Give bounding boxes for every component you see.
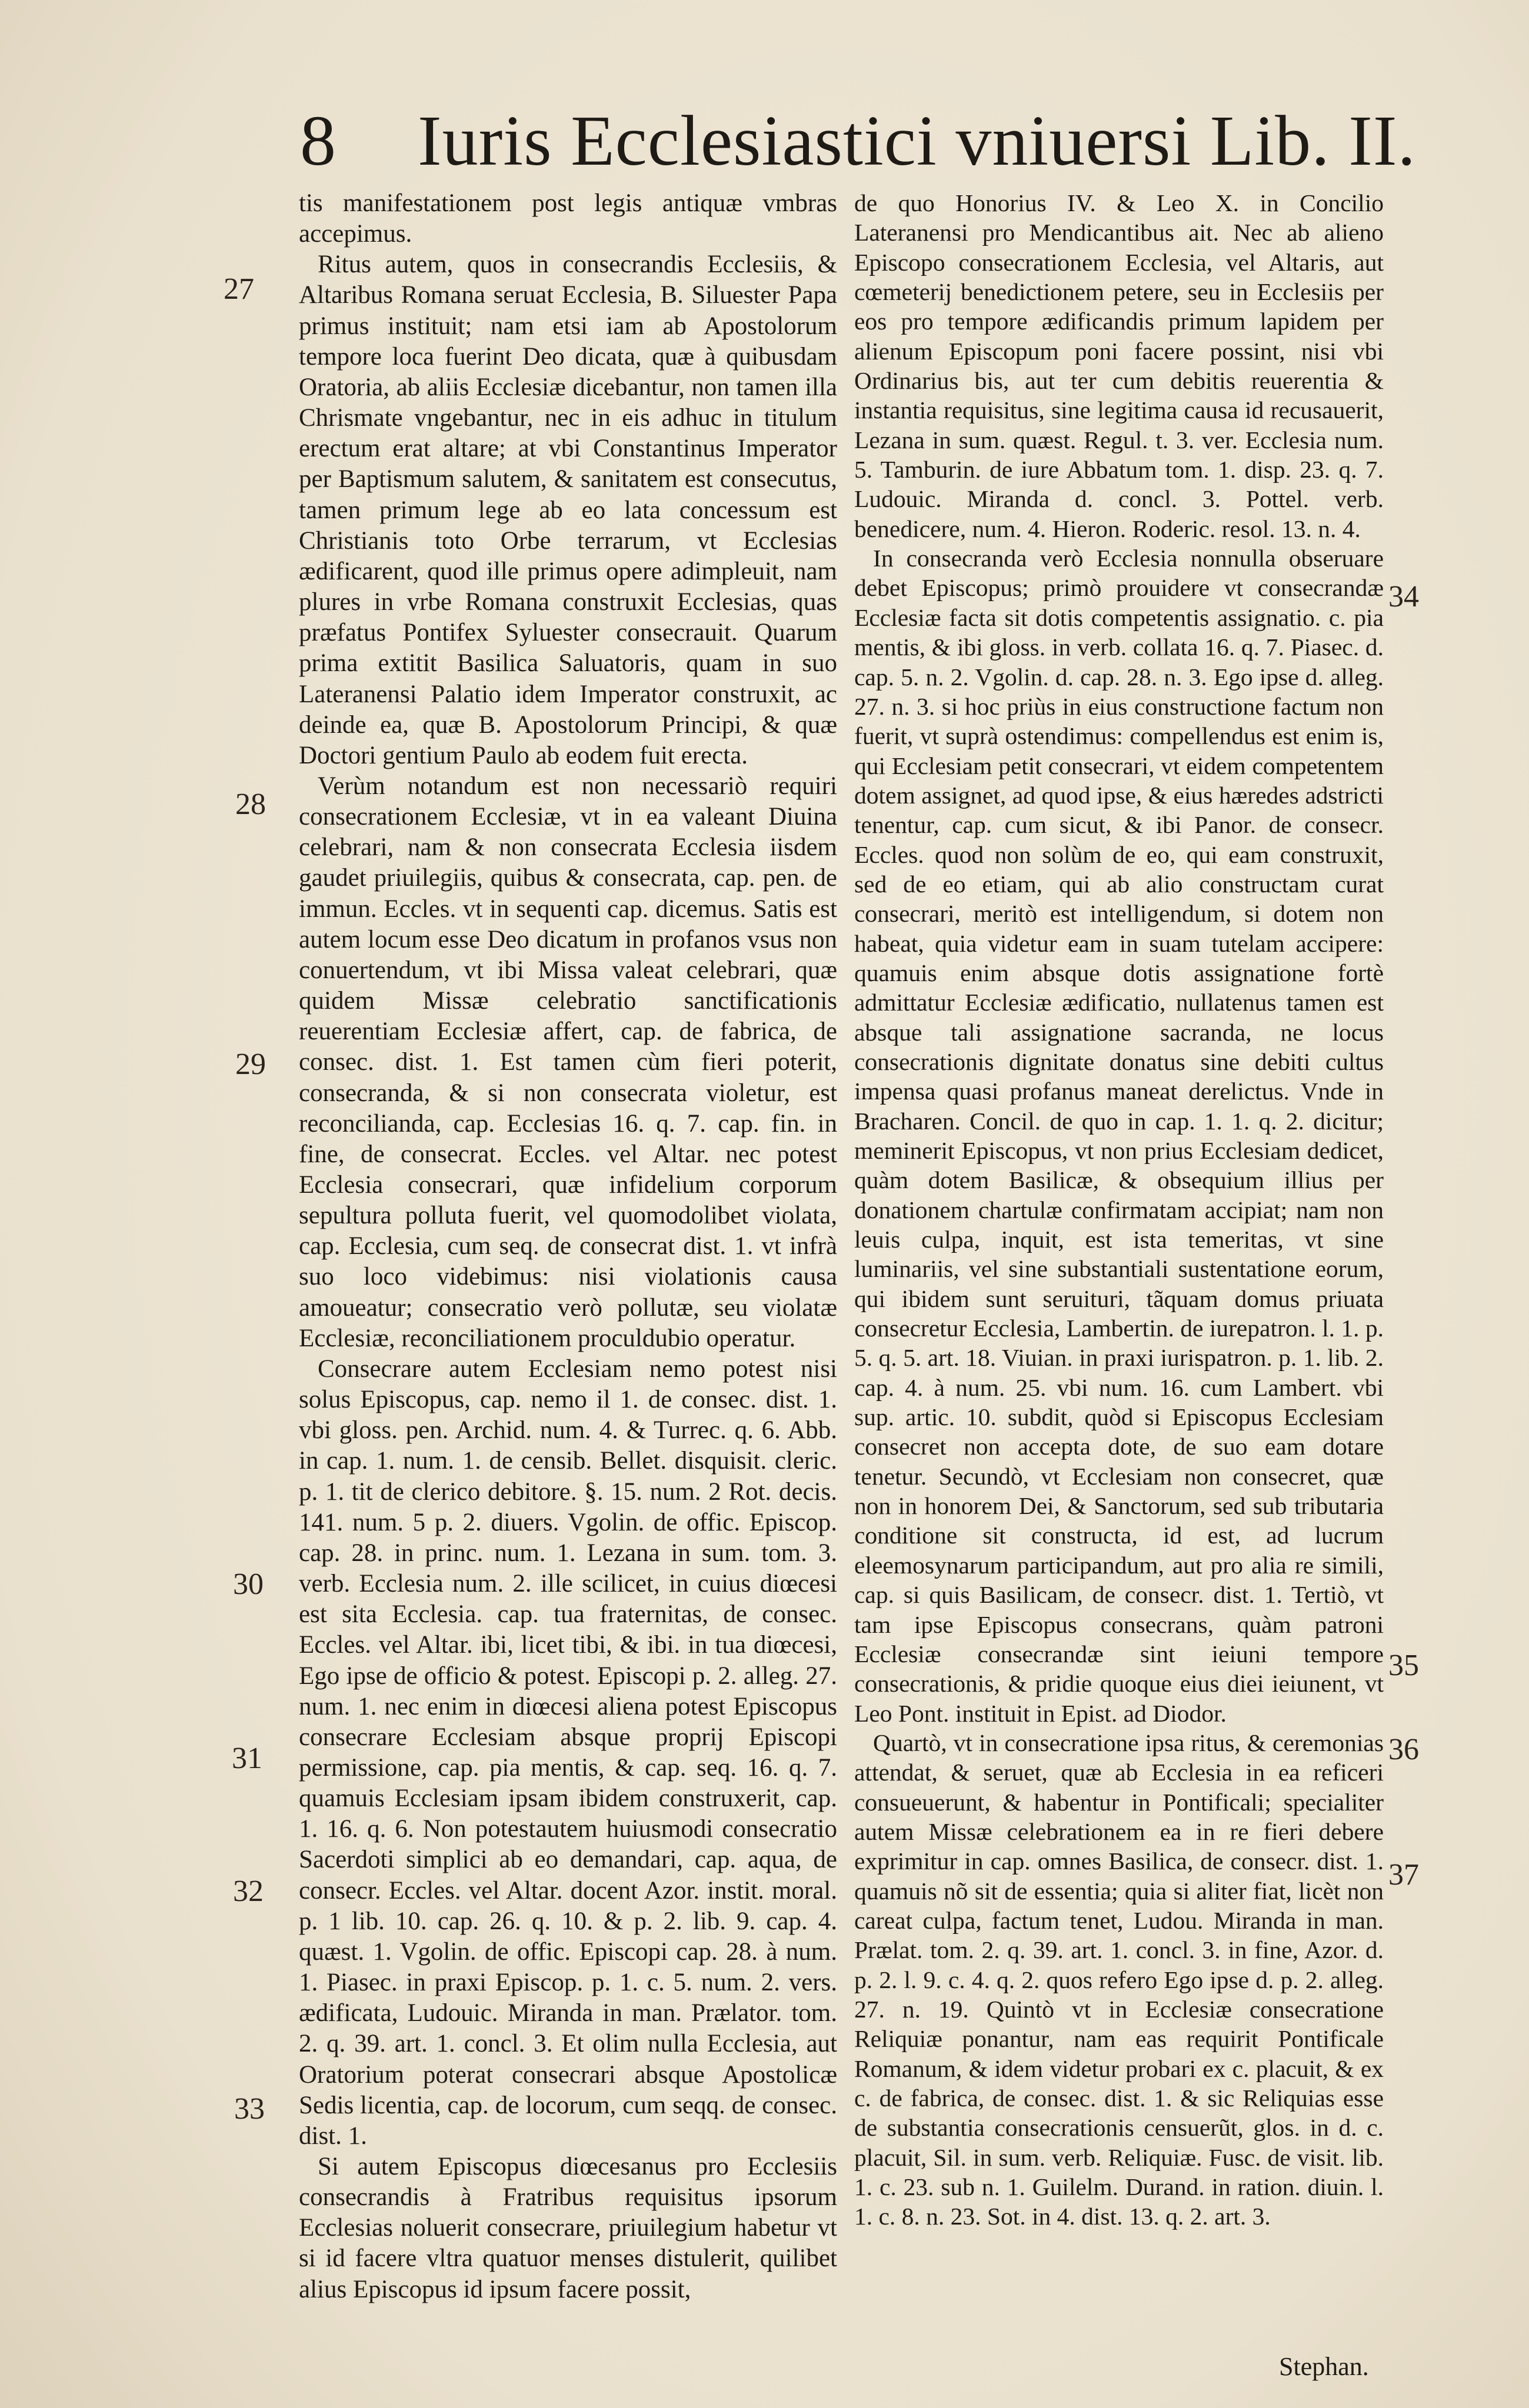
paragraph: Ritus autem, quos in consecrandis Ecclesiis, & Altaribus Romana seruat Ecclesia, B. Siluester Papa primus instituit; nam etsi iam ab Apostolorum tempore loca fuerint Deo dicata, quæ à quibusdam Oratoria, ab aliis Ecclesiæ dicebantur, non tamen illa Chrismate vngebantur, nec in eis adhuc in titulum erectum erat altare; at vbi Constantinus Imperator per Baptismum salutem, & sanitatem est consecutus, tamen primum lege ab eo lata concessum est Christianis toto Orbe terrarum, vt Ecclesias ædificarent, quod ille primus opere adimpleuit, nam plures in vrbe Romana construxit Ecclesias, quas præfatus Pontifex Syluester consecrauit. Quarum prima extitit Basilica Saluatoris, quam in suo Lateranensi Palatio idem Imperator construxit, ac deinde ea, quæ B. Apostolorum Principi, & quæ Doctori gentium Paulo ab eodem fuit erecta. [299, 251, 837, 769]
margin-number: 37 [1388, 1858, 1419, 1892]
margin-number: 33 [234, 2092, 265, 2126]
margin-number: 27 [224, 272, 254, 306]
margin-number: 28 [235, 788, 266, 821]
margin-number: 34 [1388, 580, 1419, 613]
page-header [300, 100, 1477, 182]
paragraph: de quo Honorius IV. & Leo X. in Concilio Lateranensi pro Mendicantibus ait. Nec ab alieno Episcopo consecrationem Ecclesia, vel Altaris, aut cœmeterij benedictionem petere, seu in Ecclesiis per eos pro tempore ædificandis primum lapidem per alienum Episcopum poni facere possint, nisi vbi Ordinarius bis, aut ter cum debitis reuerentia & instantia requisitus, sine legitima causa id recusauerit, Lezana in sum. quæst. Regul. t. 3. ver. Ecclesia num. 5. Tamburin. de iure Abbatum tom. 1. disp. 23. q. 7. Ludouic. Miranda d. concl. 3. Pottel. verb. benedicere, num. 4. Hieron. Roderic. resol. 13. n. 4. [854, 189, 1384, 542]
paragraph: Si autem Episcopus diœcesanus pro Ecclesiis consecrandis à Fratribus requisitus ipsorum Ecclesias noluerit consecrare, priuilegium habetur vt si id facere vltra quatuor menses distulerit, quilibet alius Episcopus id ipsum facere possit, [299, 2153, 837, 2303]
margin-number: 35 [1388, 1649, 1419, 1682]
margin-number: 29 [235, 1048, 266, 1081]
margin-number: 36 [1388, 1733, 1419, 1766]
paragraph: In consecranda verò Ecclesia nonnulla obseruare debet Episcopus; primò prouidere vt consecrandæ Ecclesiæ facta sit dotis competentis assignatio. c. pia mentis, & ibi gloss. in verb. collata 16. q. 7. Piasec. d. cap. 5. n. 2. Vgolin. d. cap. 28. n. 3. Ego ipse d. alleg. 27. n. 3. si hoc priùs in eius constructione factum non fuerit, vt suprà ostendimus: compellendus est enim is, qui Ecclesiam petit consecrari, vt eidem competentem dotem assignet, ad quod ipse, & eius hæredes adstricti tenentur, cap. cum sicut, & ibi Panor. de consecr. Eccles. quod non solùm de eo, qui eam construxit, sed de eo etiam, qui ab alio constructam curat consecrari, meritò est intelligendum, si dotem non habeat, quia videtur eam in suam tutelam accipere: quamuis enim absque dotis assignatione fortè admittatur Ecclesiæ ædificatio, nullatenus tamen est absque tali assignatione sacranda, ne locus consecrationis dignitate donatus sine debiti cultus impensa quasi profanus maneat derelictus. Vnde in Bracharen. Concil. de quo in cap. 1. 1. q. 2. dicitur; meminerit Episcopus, vt non prius Ecclesiam dedicet, quàm dotem Basilicæ, & obsequium illius per donationem chartulæ confirmatam accipiat; nam non leuis culpa, inquit, est ista temeritas, vt sine luminariis, vel sine substantiali sustentatione eorum, qui ibidem sunt seruituri, tãquam domus priuata consecretur Ecclesia, Lambertin. de iurepatron. l. 1. p. 5. q. 5. art. 18. Viuian. in praxi iurispatron. p. 1. lib. 2. cap. 4. à num. 25. vbi num. 16. cum Lambert. vbi sup. artic. 10. subdit, quòd si Episcopus Ecclesiam consecret non accepta dote, de suo eam dotare tenetur. Secundò, vt Ecclesiam non consecret, quæ non in honorem Dei, & Sanctorum, sed sub tributaria conditione sit constructa, id est, ad lucrum eleemosynarum participandum, aut pro alia re simili, cap. si quis Basilicam, de consecr. dist. 1. Tertiò, vt tam ipse Episcopus consecrans, quàm patroni Ecclesiæ consecrandæ sint ieiuni tempore consecrationis, & pridie quoque eius diei ieiunent, vt Leo Pont. instituit in Epist. ad Diodor. [854, 545, 1384, 1727]
margin-number: 30 [233, 1567, 264, 1601]
left-column [299, 188, 837, 2305]
margin-number: 32 [233, 1875, 264, 1908]
paragraph: Consecrare autem Ecclesiam nemo potest nisi solus Episcopus, cap. nemo il 1. de consec. dist. 1. vbi gloss. pen. Archid. num. 4. & Turrec. q. 6. Abb. in cap. 1. num. 1. de censib. Bellet. disquisit. cleric. p. 1. tit de clerico debitore. §. 15. num. 2 Rot. decis. 141. num. 5 p. 2. diuers. Vgolin. de offic. Episcop. cap. 28. in princ. num. 1. Lezana in sum. tom. 3. verb. Ecclesia num. 2. ille scilicet, in cuius diœcesi est sita Ecclesia. cap. tua fraternitas, de consec. Eccles. vel Altar. ibi, licet tibi, & ibi. in tua diœcesi, Ego ipse de officio & potest. Episcopi p. 2. alleg. 27. num. 1. nec enim in diœcesi aliena potest Episcopus consecrare Ecclesiam absque proprij Episcopi permissione, cap. pia mentis, & cap. seq. 16. q. 7. quamuis Ecclesiam ipsam ibidem construxerit, cap. 1. 16. q. 6. Non potestautem huiusmodi consecratio Sacerdoti simplici ab eo demandari, cap. aqua, de consecr. Eccles. vel Altar. docent Azor. instit. moral. p. 1 lib. 10. cap. 26. q. 10. & p. 2. lib. 9. cap. 4. quæst. 1. Vgolin. de offic. Episcopi cap. 28. à num. 1. Piasec. in praxi Episcop. p. 1. c. 5. num. 2. vers. ædificata, Ludouic. Miranda in man. Prælator. tom. 2. q. 39. art. 1. concl. 3. Et olim nulla Ecclesia, aut Oratorium poterat consecrari absque Apostolicæ Sedis licentia, cap. de locorum, cum seqq. de consec. dist. 1. [299, 1355, 837, 2150]
catchword: Stephan. [1279, 2352, 1369, 2381]
running-title: Iuris Ecclesiastici vniuersi Lib. II. [418, 101, 1417, 181]
paragraph: tis manifestationem post legis antiquæ vmbras accepimus. [299, 189, 837, 248]
margin-number: 31 [232, 1742, 262, 1775]
right-column [854, 188, 1384, 2232]
page-number: 8 [300, 101, 336, 181]
paragraph: Verùm notandum est non necessariò requiri consecrationem Ecclesiæ, vt in ea valeant Diuina celebrari, nam & non consecrata Ecclesia iisdem gaudet priuilegiis, quibus & consecrata, cap. pen. de immun. Eccles. vt in sequenti cap. dicemus. Satis est autem locum esse Deo dicatum in profanos vsus non conuertendum, vt ibi Missa valeat celebrari, quæ quidem Missæ celebratio sanctificationis reuerentiam Ecclesiæ affert, cap. de fabrica, de consec. dist. 1. Est tamen cùm fieri poterit, consecranda, & si non consecrata violetur, est reconcilianda, cap. Ecclesias 16. q. 7. cap. fin. in fine, de consecrat. Eccles. vel Altar. nec potest Ecclesia consecrari, quæ infidelium corporum sepultura polluta fuerit, vel quomodolibet violata, cap. Ecclesia, cum seq. de consecrat dist. 1. vt infrà suo loco videbimus: nisi violationis causa amoueatur; consecratio verò pollutæ, seu violatæ Ecclesiæ, reconciliationem proculdubio operatur. [299, 772, 837, 1352]
paragraph: Quartò, vt in consecratione ipsa ritus, & ceremonias attendat, & seruet, quæ ab Ecclesia in ea reficeri consueuerunt, & habentur in Pontificali; specialiter autem Missæ celebrationem ea in re fieri debere exprimitur in cap. omnes Basilica, de consecr. dist. 1. quamuis nõ sit de essentia; quia si aliter fiat, licèt non careat culpa, factum tenet, Ludou. Miranda in man. Prælat. tom. 2. q. 39. art. 1. concl. 3. in fine, Azor. d. p. 2. l. 9. c. 4. q. 2. quos refero Ego ipse d. p. 2. alleg. 27. n. 19. Quintò vt in Ecclesiæ consecratione Reliquiæ ponantur, nam eas requirit Pontificale Romanum, & idem videtur probari ex c. placuit, & ex c. de fabrica, de consec. dist. 1. & sic Reliquias esse de substantia consecrationis censuerũt, glos. in d. c. placuit, Sil. in sum. verb. Reliquiæ. Fusc. de visit. lib. 1. c. 23. sub n. 1. Guilelm. Durand. in ration. diuin. l. 1. c. 8. n. 23. Sot. in 4. dist. 13. q. 2. art. 3. [854, 1729, 1384, 2230]
